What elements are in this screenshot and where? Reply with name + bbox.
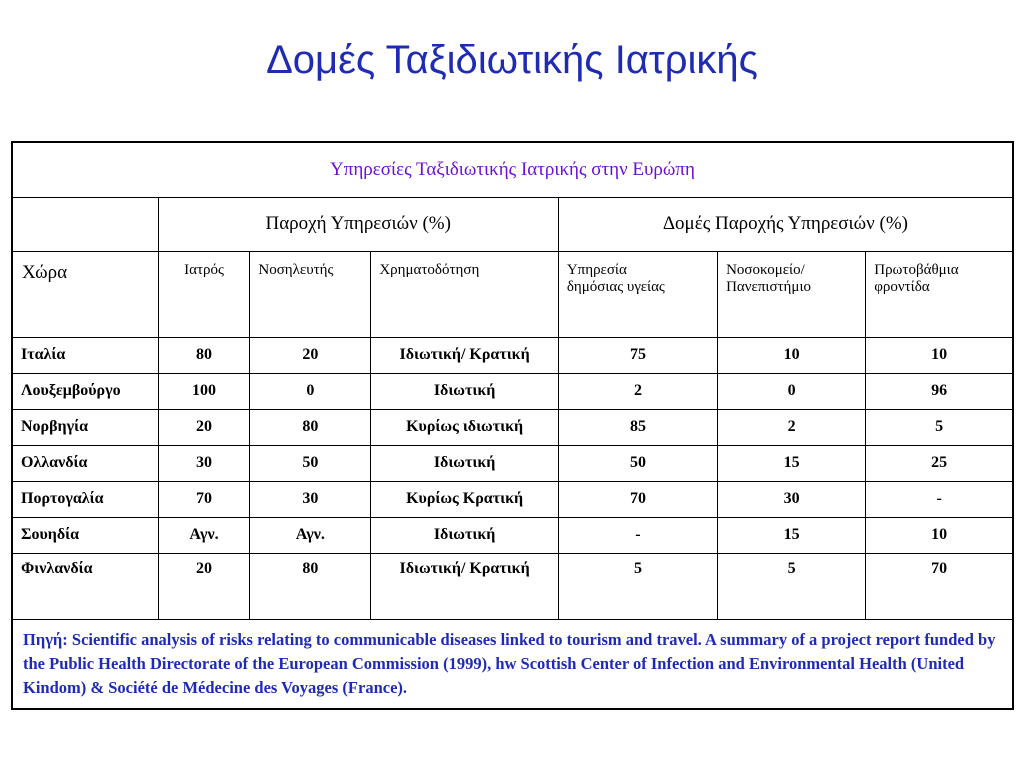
cell-hospital: 30 <box>718 481 866 517</box>
group-header-provision: Παροχή Υπηρεσιών (%) <box>158 197 558 251</box>
cell-public-health: 70 <box>558 481 717 517</box>
hospital-line2: Πανεπιστήμιο <box>726 278 811 295</box>
column-header-nurse: Νοσηλευτής <box>250 251 371 337</box>
table-row <box>12 445 1013 481</box>
table-row <box>12 517 1013 553</box>
cell-hospital: 5 <box>718 553 866 619</box>
cell-funding: Ιδιωτική <box>371 373 558 409</box>
cell-nurse: 50 <box>250 445 371 481</box>
column-header-doctor: Ιατρός <box>158 251 250 337</box>
public-health-line1: Υπηρεσία <box>566 261 627 278</box>
cell-doctor: 20 <box>158 553 250 619</box>
source-note: Πηγή: Scientific analysis of risks relating to communicable diseases linked to tourism and travel. A summary of a project report funded by the Public Health Directorate of the European Commission (1999), hw Scottish Center of Infection and Environmental Health (United Kindom) & Société de Médecine des Voyages (France). <box>12 619 1013 709</box>
hospital-line1: Νοσοκομείο/ <box>726 261 805 278</box>
cell-primary-care: 10 <box>866 517 1013 553</box>
cell-nurse: 20 <box>250 337 371 373</box>
column-header-hospital <box>718 251 866 337</box>
cell-funding: Κυρίως ιδιωτική <box>371 409 558 445</box>
cell-doctor: Αγν. <box>158 517 250 553</box>
cell-hospital: 2 <box>718 409 866 445</box>
cell-primary-care: - <box>866 481 1013 517</box>
cell-public-health: 50 <box>558 445 717 481</box>
group-header-structures: Δομές Παροχής Υπηρεσιών (%) <box>558 197 1013 251</box>
cell-public-health: 85 <box>558 409 717 445</box>
cell-nurse: Αγν. <box>250 517 371 553</box>
column-header-country: Χώρα <box>12 251 158 337</box>
table-row <box>12 409 1013 445</box>
table-row <box>12 481 1013 517</box>
cell-funding: Κυρίως Κρατική <box>371 481 558 517</box>
cell-doctor: 80 <box>158 337 250 373</box>
cell-funding: Ιδιωτική <box>371 517 558 553</box>
cell-nurse: 80 <box>250 553 371 619</box>
cell-country: Ολλανδία <box>12 445 158 481</box>
cell-primary-care: 96 <box>866 373 1013 409</box>
table-row <box>12 337 1013 373</box>
slide-title: Δομές Ταξιδιωτικής Ιατρικής <box>266 38 758 82</box>
cell-primary-care: 70 <box>866 553 1013 619</box>
column-header-funding: Χρηματοδότηση <box>371 251 558 337</box>
cell-country: Σουηδία <box>12 517 158 553</box>
cell-funding: Ιδιωτική/ Κρατική <box>371 337 558 373</box>
cell-public-health: 5 <box>558 553 717 619</box>
primary-line1: Πρωτοβάθμια <box>874 261 959 278</box>
cell-hospital: 15 <box>718 517 866 553</box>
cell-nurse: 30 <box>250 481 371 517</box>
cell-country: Ιταλία <box>12 337 158 373</box>
public-health-line2: δημόσιας υγείας <box>566 278 665 295</box>
table-row <box>12 553 1013 619</box>
cell-doctor: 70 <box>158 481 250 517</box>
column-header-primary-care <box>866 251 1013 337</box>
primary-line2: φροντίδα <box>874 278 930 295</box>
cell-primary-care: 25 <box>866 445 1013 481</box>
table-caption: Υπηρεσίες Ταξιδιωτικής Ιατρικής στην Ευρώπη <box>12 142 1013 197</box>
table-row <box>12 373 1013 409</box>
cell-hospital: 0 <box>718 373 866 409</box>
cell-funding: Ιδιωτική/ Κρατική <box>371 553 558 619</box>
cell-public-health: - <box>558 517 717 553</box>
cell-doctor: 100 <box>158 373 250 409</box>
cell-country: Λουξεμβούργο <box>12 373 158 409</box>
cell-primary-care: 5 <box>866 409 1013 445</box>
cell-nurse: 80 <box>250 409 371 445</box>
travel-medicine-table <box>11 141 1014 710</box>
cell-funding: Ιδιωτική <box>371 445 558 481</box>
cell-country: Νορβηγία <box>12 409 158 445</box>
cell-doctor: 20 <box>158 409 250 445</box>
cell-public-health: 2 <box>558 373 717 409</box>
column-header-public-health <box>558 251 717 337</box>
cell-nurse: 0 <box>250 373 371 409</box>
cell-hospital: 10 <box>718 337 866 373</box>
cell-doctor: 30 <box>158 445 250 481</box>
cell-public-health: 75 <box>558 337 717 373</box>
cell-country: Πορτογαλία <box>12 481 158 517</box>
empty-corner-cell <box>12 197 158 251</box>
cell-hospital: 15 <box>718 445 866 481</box>
cell-country: Φινλανδία <box>12 553 158 619</box>
cell-primary-care: 10 <box>866 337 1013 373</box>
